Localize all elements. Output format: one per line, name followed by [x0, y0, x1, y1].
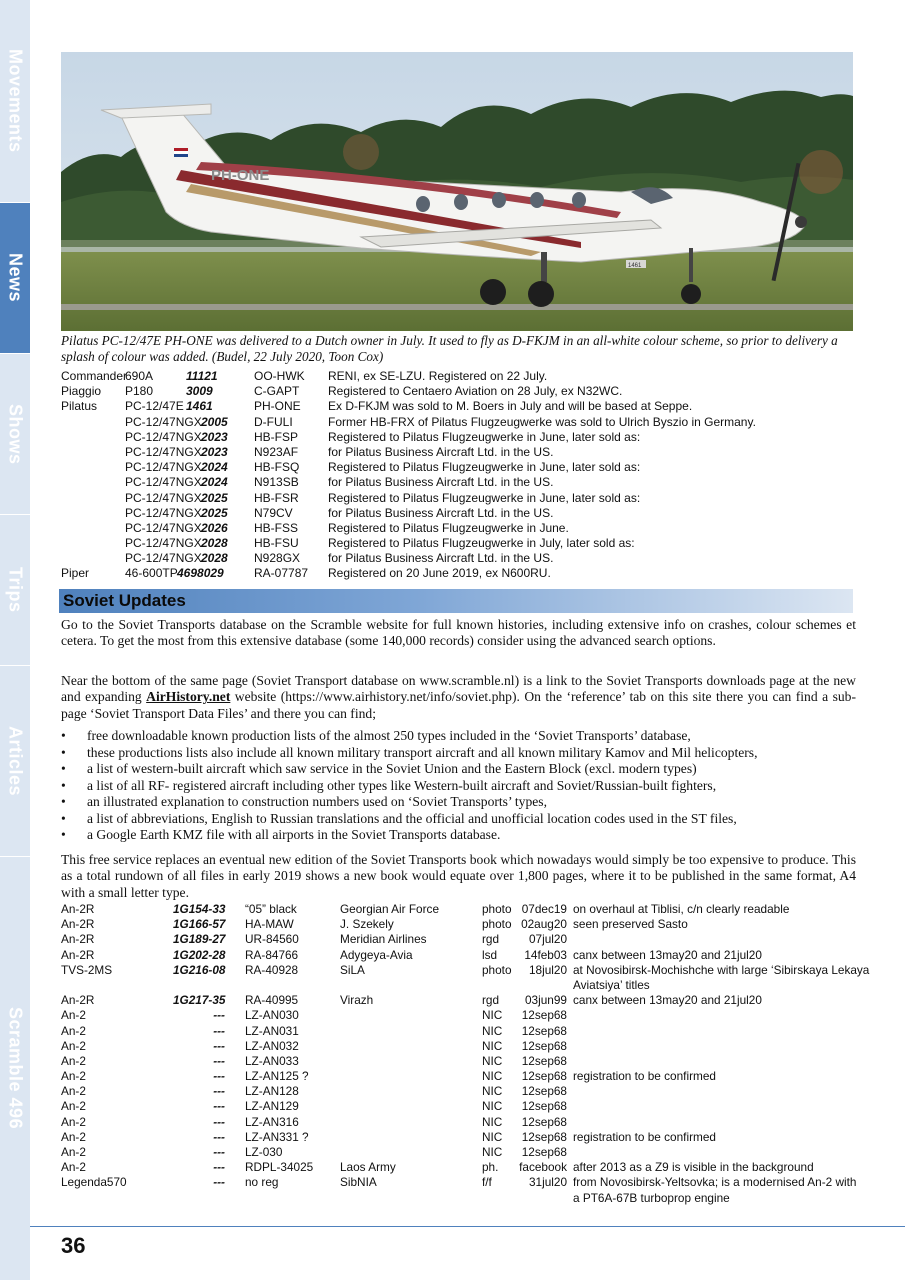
- date-cell: 07dec19: [521, 902, 567, 916]
- download-list: [61, 728, 861, 844]
- remarks-cell: Registered to Pilatus Flugzeugwerke in June, later sold as:: [328, 490, 641, 505]
- date-cell: 12sep68: [521, 1129, 567, 1144]
- type-cell: An-2R: [61, 902, 95, 916]
- table-row: [61, 415, 861, 430]
- cn-cell: 2028: [201, 536, 228, 551]
- operator-cell: Georgian Air Force: [340, 902, 440, 916]
- table-row: [61, 384, 861, 399]
- date-cell: 12sep68: [521, 1114, 567, 1129]
- cn-cell: ---: [213, 1084, 225, 1099]
- make-cell: Commander: [61, 369, 128, 383]
- type-cell: An-2: [61, 1084, 86, 1099]
- table-row: [61, 917, 861, 932]
- paragraph-downloads: [61, 673, 856, 722]
- sidebar-tab-shows[interactable]: [0, 354, 30, 514]
- operator-cell: J. Szekely: [340, 917, 394, 932]
- aircraft-registration-marking: PH-ONE: [211, 167, 270, 184]
- table-row: [61, 1099, 861, 1114]
- type-cell: PC-12/47NGX: [125, 475, 202, 490]
- section-heading: [59, 589, 853, 613]
- sidebar-tab-movements[interactable]: [0, 0, 30, 202]
- paragraph-text: website (https://www.airhistory.net/info/soviet.php). On the ‘reference’ tab on this site there you can find a sub-page ‘Soviet Transport Data Files’ and there you can find;: [61, 689, 856, 721]
- paragraph-database: [61, 617, 856, 650]
- src-cell: photo: [482, 902, 512, 916]
- cn-cell: 1G189-27: [173, 932, 226, 947]
- table-row: [61, 399, 861, 414]
- reg-cell: LZ-AN128: [245, 1084, 299, 1099]
- src-cell: rgd: [482, 993, 500, 1008]
- cn-cell: 1G216-08: [173, 962, 226, 977]
- type-cell: PC-12/47NGX: [125, 444, 202, 459]
- cn-cell: 3009: [186, 384, 213, 399]
- soviet-updates-table: [61, 902, 870, 1206]
- cn-cell: 2023: [201, 429, 228, 444]
- remarks-cell: after 2013 as a Z9 is visible in the background: [573, 1160, 814, 1175]
- table-row: [61, 506, 861, 521]
- type-cell: An-2: [61, 1023, 86, 1038]
- src-cell: NIC: [482, 1023, 503, 1038]
- table-row: [61, 1160, 861, 1175]
- cn-cell: ---: [213, 1145, 225, 1160]
- type-cell: PC-12/47NGX: [125, 505, 202, 520]
- remarks-cell: Ex D-FKJM was sold to M. Boers in July and will be based at Seppe.: [328, 399, 693, 414]
- table-row: [61, 566, 861, 581]
- cn-cell: ---: [213, 1023, 225, 1038]
- list-item: • a list of abbreviations, English to Russian translations and the official and unofficial location codes used in the ST files,: [61, 811, 861, 828]
- reg-cell: D-FULI: [254, 414, 293, 429]
- paragraph-free-service: [61, 852, 856, 901]
- cn-cell: 11121: [186, 369, 218, 383]
- table-row: [61, 551, 861, 566]
- cn-cell: ---: [213, 1008, 225, 1023]
- remarks-cell: for Pilatus Business Aircraft Ltd. in the US.: [328, 505, 554, 520]
- operator-cell: SiLA: [340, 962, 365, 977]
- src-cell: NIC: [482, 1038, 503, 1053]
- footer-divider: [30, 1226, 905, 1227]
- list-item: • a list of western-built aircraft which saw service in the Soviet Union and the Eastern Block (excl. modern types): [61, 761, 861, 778]
- date-cell: 31jul20: [528, 1175, 567, 1190]
- cn-cell: 2028: [201, 551, 228, 566]
- list-item: • free downloadable known production lists of the almost 250 types included in the ‘Soviet Transports’ database,: [61, 728, 861, 745]
- remarks-cell: registration to be confirmed: [573, 1129, 716, 1144]
- table-row: [61, 1084, 861, 1099]
- cn-cell: 2025: [201, 490, 228, 505]
- cn-cell: 2023: [201, 444, 228, 459]
- src-cell: rgd: [482, 932, 500, 947]
- table-row: [61, 536, 861, 551]
- type-cell: PC-12/47NGX: [125, 551, 202, 566]
- reg-cell: LZ-AN331 ?: [245, 1129, 309, 1144]
- reg-cell: RDPL-34025: [245, 1160, 314, 1175]
- remarks-cell: at Novosibirsk-Mochishche with large ‘Sibirskaya Lekaya: [573, 962, 870, 977]
- table-row: [61, 430, 861, 445]
- type-cell: An-2: [61, 1129, 86, 1144]
- reg-cell: N923AF: [254, 444, 299, 459]
- src-cell: ph.: [482, 1160, 499, 1175]
- table-row: [61, 460, 861, 475]
- sidebar-tab-label: Scramble 496: [5, 1007, 26, 1130]
- src-cell: photo: [482, 962, 512, 977]
- sidebar-tab-label: Trips: [5, 567, 26, 613]
- table-row: [61, 369, 861, 384]
- paragraph-text: This free service replaces an eventual new edition of the Soviet Transports book which nowadays would simply be too expensive to produce. This as a total rundown of all files in early 2019 shows a new book would equate over 1,800 pages, where it to be published in the same format, A4 with a small letter type.: [61, 852, 856, 900]
- table-row: [61, 1054, 861, 1069]
- src-cell: f/f: [482, 1175, 492, 1190]
- operator-cell: Adygeya-Avia: [340, 947, 413, 962]
- reg-cell: LZ-AN316: [245, 1114, 299, 1129]
- airhistory-link[interactable]: AirHistory.net: [146, 689, 231, 705]
- type-cell: P180: [125, 384, 154, 399]
- make-cell: Piper: [61, 566, 90, 581]
- type-cell: An-2: [61, 1038, 86, 1053]
- cn-cell: 4698029: [177, 566, 224, 581]
- date-cell: 12sep68: [521, 1145, 567, 1160]
- date-cell: 12sep68: [521, 1023, 567, 1038]
- reg-cell: HB-FSP: [254, 429, 299, 444]
- reg-cell: HB-FSS: [254, 520, 299, 535]
- remarks-cell: Registered to Pilatus Flugzeugwerke in June.: [328, 520, 569, 535]
- src-cell: NIC: [482, 1084, 503, 1099]
- date-cell: 12sep68: [521, 1099, 567, 1114]
- cn-cell: ---: [213, 1053, 225, 1068]
- src-cell: NIC: [482, 1008, 503, 1023]
- reg-cell: LZ-AN030: [245, 1008, 299, 1023]
- type-cell: An-2R: [61, 917, 95, 932]
- aircraft-photo: [61, 52, 853, 331]
- remarks-cell: Registered to Pilatus Flugzeugwerke in June, later sold as:: [328, 429, 641, 444]
- cn-cell: 1G154-33: [173, 902, 226, 916]
- table-row: [61, 948, 861, 963]
- cn-cell: 1G217-35: [173, 993, 226, 1008]
- type-cell: An-2: [61, 1145, 86, 1160]
- table-row: [61, 1145, 861, 1160]
- cn-cell: ---: [213, 1114, 225, 1129]
- type-cell: An-2R: [61, 947, 95, 962]
- type-cell: PC-12/47NGX: [125, 460, 202, 475]
- reg-cell: UR-84560: [245, 932, 299, 947]
- reg-cell: RA-40995: [245, 993, 299, 1008]
- page-number: 36: [61, 1233, 86, 1258]
- remarks-cell: for Pilatus Business Aircraft Ltd. in the US.: [328, 551, 554, 566]
- table-row: [61, 1039, 861, 1054]
- table-row: [61, 491, 861, 506]
- table-row: [61, 1024, 861, 1039]
- date-cell: 03jun99: [525, 993, 567, 1008]
- remarks-cell: on overhaul at Tiblisi, c/n clearly readable: [573, 902, 790, 916]
- table-row: [61, 521, 861, 536]
- sidebar-tab-label: Movements: [5, 49, 26, 153]
- type-cell: PC-12/47E: [125, 399, 184, 414]
- date-cell: 18jul20: [528, 962, 567, 977]
- remarks-cell: seen preserved Sasto: [573, 917, 688, 932]
- remarks-cell: registration to be confirmed: [573, 1069, 716, 1084]
- type-cell: An-2R: [61, 932, 95, 947]
- operator-cell: Virazh: [340, 993, 374, 1008]
- sidebar-tab-trips[interactable]: [0, 515, 30, 665]
- sidebar-tab-scramble[interactable]: [0, 857, 30, 1280]
- remarks-cell: for Pilatus Business Aircraft Ltd. in the US.: [328, 475, 554, 490]
- list-item: • these productions lists also include all known military transport aircraft and all known military Kamov and Mil helicopters,: [61, 745, 861, 762]
- type-cell: An-2: [61, 1099, 86, 1114]
- table-row: [61, 932, 861, 947]
- src-cell: NIC: [482, 1053, 503, 1068]
- date-cell: 12sep68: [521, 1038, 567, 1053]
- table-row: [61, 1115, 861, 1130]
- table-row: [61, 902, 861, 917]
- operator-cell: Laos Army: [340, 1160, 396, 1175]
- remarks-cell: Registered to Pilatus Flugzeugwerke in June, later sold as:: [328, 460, 641, 475]
- cn-cell: 1G166-57: [173, 917, 226, 932]
- reg-cell: LZ-AN129: [245, 1099, 299, 1114]
- reg-cell: LZ-AN125 ?: [245, 1069, 309, 1084]
- reg-cell: RA-40928: [245, 962, 299, 977]
- reg-cell: HB-FSQ: [254, 460, 300, 475]
- cn-cell: 2026: [201, 520, 228, 535]
- type-cell: An-2: [61, 1053, 86, 1068]
- operator-cell: SibNIA: [340, 1175, 377, 1190]
- remarks-cell: canx between 13may20 and 21jul20: [573, 947, 762, 962]
- src-cell: NIC: [482, 1145, 503, 1160]
- reg-cell: LZ-AN032: [245, 1038, 299, 1053]
- type-cell: An-2: [61, 1160, 86, 1175]
- src-cell: photo: [482, 917, 512, 932]
- table-row: [61, 445, 861, 460]
- date-cell: 07jul20: [528, 932, 567, 947]
- cn-cell: ---: [213, 1175, 225, 1190]
- cn-cell: 1461: [186, 399, 213, 414]
- reg-cell: “05” black: [245, 902, 297, 916]
- remarks-cell: Registered to Centaero Aviation on 28 July, ex N32WC.: [328, 384, 623, 399]
- table-row: [61, 1175, 861, 1205]
- type-cell: PC-12/47NGX: [125, 536, 202, 551]
- cn-cell: 2024: [201, 475, 228, 490]
- type-cell: PC-12/47NGX: [125, 414, 202, 429]
- remarks-cell: RENI, ex SE-LZU. Registered on 22 July.: [328, 369, 548, 383]
- reg-cell: RA-07787: [254, 566, 309, 581]
- date-cell: 12sep68: [521, 1053, 567, 1068]
- cn-cell: 2025: [201, 505, 228, 520]
- date-cell: 12sep68: [521, 1084, 567, 1099]
- list-item: • an illustrated explanation to construction numbers used on ‘Soviet Transports’ types,: [61, 794, 861, 811]
- date-cell: 12sep68: [521, 1008, 567, 1023]
- table-row: [61, 993, 861, 1008]
- make-cell: Piaggio: [61, 384, 102, 399]
- list-item: • a list of all RF- registered aircraft including other types like Western-built aircraft and Soviet/Russian-built fighters,: [61, 778, 861, 795]
- sidebar-tab-label: Articles: [5, 725, 26, 797]
- src-cell: NIC: [482, 1114, 503, 1129]
- reg-cell: LZ-030: [245, 1145, 283, 1160]
- list-item: • a Google Earth KMZ file with all airports in the Soviet Transports database.: [61, 827, 861, 844]
- operator-cell: Meridian Airlines: [340, 932, 427, 947]
- cn-cell: 2005: [201, 414, 228, 429]
- reg-cell: PH-ONE: [254, 399, 301, 414]
- src-cell: NIC: [482, 1099, 503, 1114]
- reg-cell: C-GAPT: [254, 384, 300, 399]
- src-cell: NIC: [482, 1069, 503, 1084]
- sidebar-tab-label: Shows: [5, 403, 26, 465]
- cn-cell: 1G202-28: [173, 947, 226, 962]
- reg-cell: HB-FSR: [254, 490, 299, 505]
- type-cell: An-2: [61, 1008, 86, 1023]
- remarks-cell: Former HB-FRX of Pilatus Flugzeugwerke was sold to Ulrich Byszio in Germany.: [328, 414, 756, 429]
- reg-cell: N79CV: [254, 505, 293, 520]
- remarks-cell: Registered to Pilatus Flugzeugwerke in July, later sold as:: [328, 536, 635, 551]
- reg-cell: N928GX: [254, 551, 301, 566]
- section-title: Soviet Updates: [63, 591, 186, 610]
- remarks-cell: Registered on 20 June 2019, ex N600RU.: [328, 566, 551, 581]
- src-cell: lsd: [482, 947, 498, 962]
- sidebar-tab-articles[interactable]: [0, 666, 30, 856]
- reg-cell: OO-HWK: [254, 369, 305, 383]
- reg-cell: RA-84766: [245, 947, 299, 962]
- type-cell: PC-12/47NGX: [125, 490, 202, 505]
- make-cell: Pilatus: [61, 399, 98, 414]
- photo-caption: Pilatus PC-12/47E PH-ONE was delivered to a Dutch owner in July. It used to fly as D-FKJM in an all-white colour scheme, so prior to delivery a splash of colour was added. (Budel, 22 July 2020, Toon Cox): [61, 333, 838, 364]
- reg-cell: LZ-AN031: [245, 1023, 299, 1038]
- cn-cell: ---: [213, 1069, 225, 1084]
- reg-cell: no reg: [245, 1175, 279, 1190]
- type-cell: An-2: [61, 1114, 86, 1129]
- reg-cell: LZ-AN033: [245, 1053, 299, 1068]
- cn-cell: ---: [213, 1038, 225, 1053]
- date-cell: 02aug20: [521, 917, 567, 932]
- remarks-continuation-cell: Aviatsiya’ titles: [573, 977, 650, 992]
- aircraft-illustration: [61, 52, 853, 331]
- cn-cell: ---: [213, 1129, 225, 1144]
- type-cell: PC-12/47NGX: [125, 520, 202, 535]
- type-cell: PC-12/47NGX: [125, 429, 202, 444]
- type-cell: An-2R: [61, 993, 95, 1008]
- remarks-continuation-cell: a PT6A-67B turboprop engine: [573, 1190, 730, 1205]
- type-cell: An-2: [61, 1069, 86, 1084]
- type-cell: 46-600TP: [125, 566, 178, 581]
- sidebar-tab-news[interactable]: [0, 203, 30, 353]
- register-table: [61, 369, 861, 582]
- remarks-cell: canx between 13may20 and 21jul20: [573, 993, 762, 1008]
- type-cell: 690A: [125, 369, 154, 383]
- date-cell: 12sep68: [521, 1069, 567, 1084]
- reg-cell: HB-FSU: [254, 536, 299, 551]
- cn-cell: ---: [213, 1160, 225, 1175]
- type-cell: TVS-2MS: [61, 962, 113, 977]
- type-cell: Legenda570: [61, 1175, 127, 1190]
- section-sidebar: [0, 0, 30, 1280]
- table-row: [61, 962, 870, 993]
- reg-cell: HA-MAW: [245, 917, 294, 932]
- table-row: [61, 1130, 861, 1145]
- remarks-cell: from Novosibirsk-Yeltsovka; is a modernised An-2 with: [573, 1175, 857, 1190]
- paragraph-text: Near the bottom of the same page (Soviet Transport database on www.scramble.nl) is a link to the Soviet Transports downloads page at the new and expanding: [61, 673, 856, 705]
- sidebar-tab-label: News: [5, 253, 26, 303]
- src-cell: NIC: [482, 1129, 503, 1144]
- table-row: [61, 1069, 861, 1084]
- cn-cell: 2024: [201, 460, 228, 475]
- date-cell: 14feb03: [524, 947, 567, 962]
- paragraph-text: Go to the Soviet Transports database on the Scramble website for full known histories, including extensive info on crashes, colour schemes et cetera. To get the most from this extensive database (some 140,000 records) consider using the advanced search options.: [61, 617, 856, 649]
- remarks-cell: for Pilatus Business Aircraft Ltd. in the US.: [328, 444, 554, 459]
- table-row: [61, 475, 861, 490]
- nose-number-marking: 1461: [628, 263, 642, 269]
- date-cell: facebook: [519, 1160, 567, 1175]
- cn-cell: ---: [213, 1099, 225, 1114]
- table-row: [61, 1008, 861, 1023]
- reg-cell: N913SB: [254, 475, 299, 490]
